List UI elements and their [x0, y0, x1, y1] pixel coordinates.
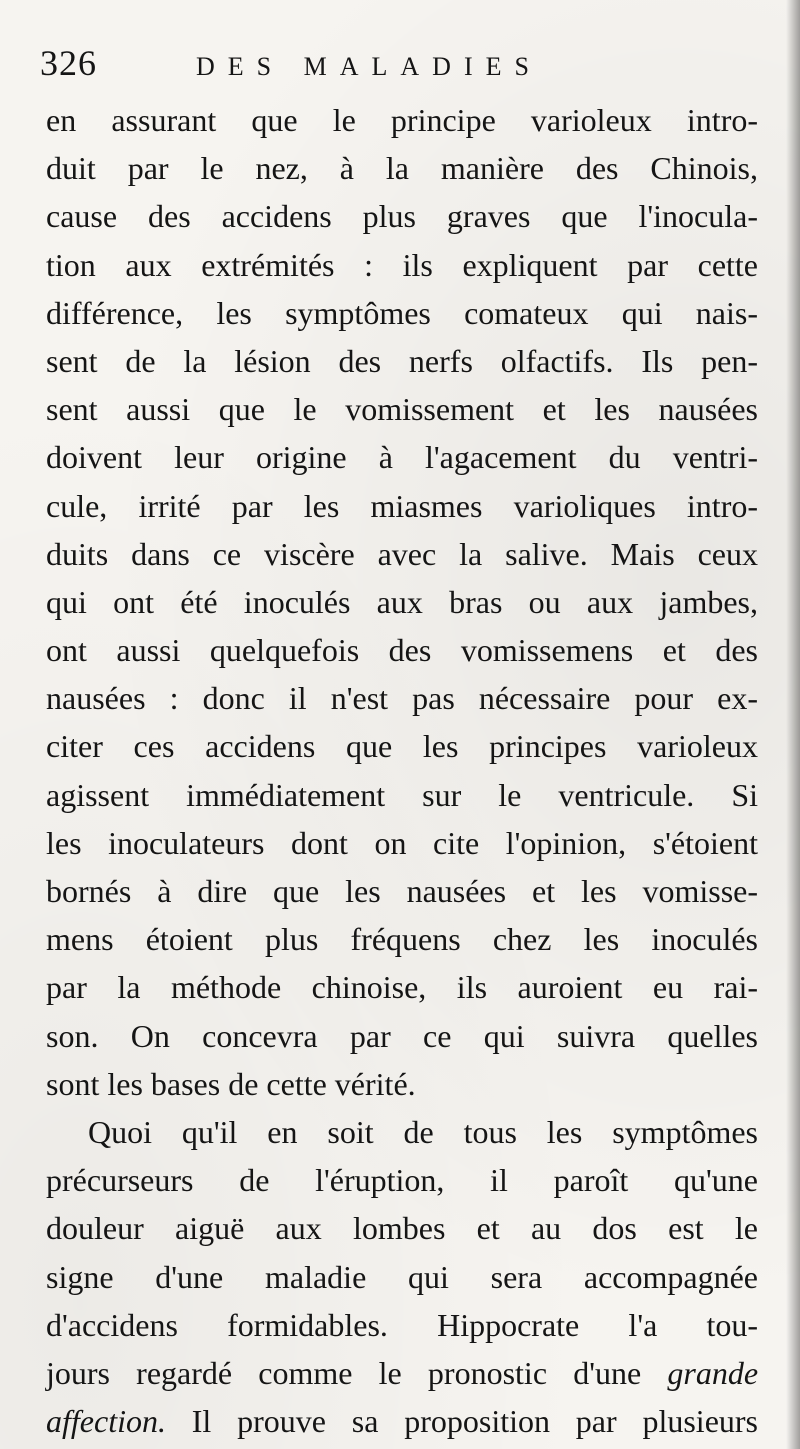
text-line: différence, les symptômes comateux qui nais-: [46, 294, 758, 331]
running-head: DES MALADIES: [196, 52, 542, 81]
text-span: jours regardé comme le pronostic d'une: [46, 1354, 642, 1391]
paragraph-first-line: Quoi qu'il en soit de tous les symptômes: [88, 1113, 758, 1150]
text-line: duit par le nez, à la manière des Chinois,: [46, 150, 758, 187]
text-line: citer ces accidens que les principes varioleux: [46, 728, 758, 765]
text-line: duits dans ce viscère avec la salive. Mais ceux: [46, 535, 758, 572]
text-line: cause des accidens plus graves que l'inocula-: [46, 198, 758, 235]
body-text: [46, 96, 758, 1445]
text-line: agissent immédiatement sur le ventricule. Si: [46, 776, 758, 813]
text-line: sont les bases de cette vérité.: [46, 1065, 416, 1102]
text-line: cule, irrité par les miasmes varioliques intro-: [46, 487, 758, 524]
text-line: sent aussi que le vomissement et les nausées: [46, 391, 758, 428]
italic-word: grande: [667, 1354, 759, 1391]
text-line: précurseurs de l'éruption, il paroît qu'une: [46, 1162, 758, 1199]
text-line: par la méthode chinoise, ils auroient eu rai-: [46, 969, 758, 1006]
text-line: d'accidens formidables. Hippocrate l'a tou-: [46, 1306, 758, 1343]
text-span: Il prouve sa proposition par plusieurs: [191, 1403, 758, 1440]
text-line: les inoculateurs dont on cite l'opinion, s'étoient: [46, 824, 758, 861]
text-line: sent de la lésion des nerfs olfactifs. Ils pen-: [46, 342, 758, 379]
page-header: [40, 42, 542, 86]
text-line: [46, 1349, 758, 1397]
page-number: 326: [40, 43, 97, 83]
text-line: ont aussi quelquefois des vomissemens et des: [46, 632, 758, 669]
text-line: [46, 1397, 758, 1445]
text-line: son. On concevra par ce qui suivra quelles: [46, 1017, 758, 1054]
text-line: tion aux extrémités : ils expliquent par cette: [46, 246, 758, 283]
text-line: bornés à dire que les nausées et les vomisse-: [46, 873, 758, 909]
text-line: signe d'une maladie qui sera accompagnée: [46, 1258, 758, 1295]
text-line: qui ont été inoculés aux bras ou aux jambes,: [46, 583, 758, 620]
text-line: doivent leur origine à l'agacement du ventri-: [46, 439, 758, 476]
italic-word: affection.: [46, 1403, 166, 1440]
text-line: mens étoient plus fréquens chez les inoculés: [46, 921, 758, 958]
text-line: nausées : donc il n'est pas nécessaire pour ex-: [46, 680, 758, 717]
page-edge-shadow: [786, 0, 800, 1449]
text-line: douleur aiguë aux lombes et au dos est le: [46, 1210, 758, 1247]
text-line: en assurant que le principe varioleux intro-: [46, 102, 758, 138]
